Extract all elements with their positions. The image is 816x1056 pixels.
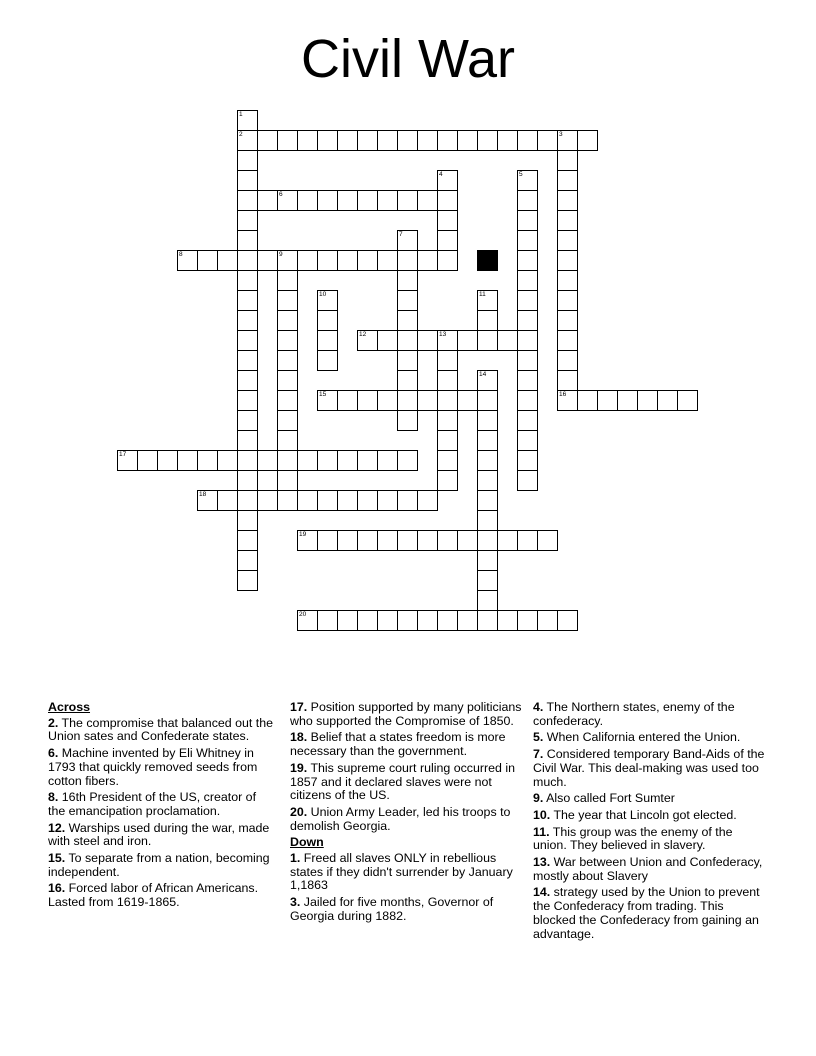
grid-cell[interactable] bbox=[397, 130, 418, 151]
grid-cell[interactable] bbox=[537, 610, 558, 631]
grid-cell[interactable] bbox=[437, 130, 458, 151]
clue-number-label: 13 bbox=[439, 331, 447, 338]
grid-cell[interactable] bbox=[397, 410, 418, 431]
grid-cell[interactable] bbox=[477, 410, 498, 431]
grid-cell[interactable] bbox=[237, 170, 258, 191]
grid-cell[interactable] bbox=[377, 610, 398, 631]
clue-number: 5. bbox=[533, 730, 544, 745]
grid-cell[interactable] bbox=[577, 130, 598, 151]
grid-cell[interactable] bbox=[477, 290, 498, 311]
grid-cell[interactable] bbox=[437, 250, 458, 271]
grid-cell[interactable] bbox=[337, 190, 358, 211]
grid-cell[interactable] bbox=[397, 230, 418, 251]
grid-cell[interactable] bbox=[377, 450, 398, 471]
clue-number-label: 17 bbox=[119, 451, 127, 458]
grid-cell[interactable] bbox=[517, 190, 538, 211]
grid-cell[interactable] bbox=[397, 270, 418, 291]
grid-cell[interactable] bbox=[637, 390, 658, 411]
grid-cell[interactable] bbox=[237, 410, 258, 431]
grid-cell[interactable] bbox=[297, 130, 318, 151]
grid-cell[interactable] bbox=[117, 450, 138, 471]
grid-cell[interactable] bbox=[417, 390, 438, 411]
grid-cell[interactable] bbox=[517, 350, 538, 371]
grid-cell[interactable] bbox=[237, 250, 258, 271]
grid-cell[interactable] bbox=[557, 270, 578, 291]
grid-cell[interactable] bbox=[137, 450, 158, 471]
clue-text: Forced labor of African Americans. Lasted from 1619-1865. bbox=[48, 881, 259, 910]
grid-cell[interactable] bbox=[277, 190, 298, 211]
grid-cell[interactable] bbox=[397, 370, 418, 391]
grid-cell[interactable] bbox=[317, 330, 338, 351]
grid-cell[interactable] bbox=[397, 490, 418, 511]
grid-cell[interactable] bbox=[237, 210, 258, 231]
clue-number: 15. bbox=[48, 851, 66, 866]
clue-number-label: 6 bbox=[279, 191, 283, 198]
clue-across-16 bbox=[48, 882, 274, 909]
clue-text: The compromise that balanced out the Union sates and Confederate states. bbox=[48, 715, 274, 744]
grid-cell[interactable] bbox=[237, 290, 258, 311]
clue-number-label: 20 bbox=[299, 611, 307, 618]
clue-down-7 bbox=[533, 748, 765, 789]
grid-cell[interactable] bbox=[297, 610, 318, 631]
grid-cell[interactable] bbox=[277, 430, 298, 451]
grid-cell[interactable] bbox=[477, 570, 498, 591]
grid-cell[interactable] bbox=[417, 330, 438, 351]
grid-cell[interactable] bbox=[277, 270, 298, 291]
clues-column-1 bbox=[48, 701, 274, 913]
grid-cell[interactable] bbox=[397, 390, 418, 411]
grid-cell[interactable] bbox=[217, 250, 238, 271]
grid-cell[interactable] bbox=[277, 350, 298, 371]
grid-cell[interactable] bbox=[377, 130, 398, 151]
grid-cell[interactable] bbox=[437, 330, 458, 351]
grid-cell[interactable] bbox=[417, 250, 438, 271]
clue-down-13 bbox=[533, 856, 765, 883]
clue-text: This group was the enemy of the union. They believed in slavery. bbox=[533, 824, 733, 853]
clue-down-9 bbox=[533, 792, 765, 806]
grid-cell[interactable] bbox=[517, 130, 538, 151]
grid-cell[interactable] bbox=[477, 490, 498, 511]
grid-cell[interactable] bbox=[517, 390, 538, 411]
grid-cell[interactable] bbox=[297, 250, 318, 271]
grid-cell[interactable] bbox=[437, 450, 458, 471]
grid-cell[interactable] bbox=[237, 270, 258, 291]
grid-cell[interactable] bbox=[437, 210, 458, 231]
clue-text: Freed all slaves ONLY in rebellious states if they didn't surrender by January 1,1863 bbox=[290, 851, 513, 893]
clue-number: 20. bbox=[290, 804, 308, 819]
clue-number-label: 15 bbox=[319, 391, 327, 398]
grid-cell[interactable] bbox=[397, 610, 418, 631]
clue-number: 12. bbox=[48, 820, 66, 835]
clue-text: Union Army Leader, led his troops to demolish Georgia. bbox=[290, 804, 511, 833]
grid-cell[interactable] bbox=[477, 550, 498, 571]
clue-number: 8. bbox=[48, 790, 59, 805]
grid-cell[interactable] bbox=[537, 530, 558, 551]
grid-cell[interactable] bbox=[477, 530, 498, 551]
clue-across-18 bbox=[290, 731, 528, 758]
grid-cell[interactable] bbox=[557, 210, 578, 231]
clue-number: 11. bbox=[533, 824, 550, 839]
grid-cell[interactable] bbox=[437, 410, 458, 431]
grid-cell[interactable] bbox=[357, 190, 378, 211]
grid-cell[interactable] bbox=[297, 530, 318, 551]
grid-cell[interactable] bbox=[477, 450, 498, 471]
grid-cell[interactable] bbox=[397, 450, 418, 471]
clue-number-label: 11 bbox=[479, 291, 486, 298]
grid-cell[interactable] bbox=[517, 330, 538, 351]
grid-cell[interactable] bbox=[237, 370, 258, 391]
clue-across-8 bbox=[48, 791, 274, 818]
grid-cell[interactable] bbox=[317, 290, 338, 311]
grid-cell[interactable] bbox=[237, 230, 258, 251]
grid-cell[interactable] bbox=[237, 530, 258, 551]
grid-cell[interactable] bbox=[337, 390, 358, 411]
grid-cell[interactable] bbox=[557, 130, 578, 151]
grid-cell[interactable] bbox=[437, 610, 458, 631]
clue-text: Jailed for five months, Governor of Georgia during 1882. bbox=[290, 895, 494, 923]
grid-cell[interactable] bbox=[257, 190, 278, 211]
grid-cell[interactable] bbox=[457, 130, 478, 151]
down-header: Down bbox=[290, 835, 324, 850]
grid-cell[interactable] bbox=[517, 530, 538, 551]
grid-cell[interactable] bbox=[437, 390, 458, 411]
clue-across-19 bbox=[290, 762, 528, 803]
grid-cell[interactable] bbox=[317, 490, 338, 511]
grid-cell[interactable] bbox=[397, 250, 418, 271]
clue-number: 17. bbox=[290, 700, 308, 714]
grid-cell[interactable] bbox=[437, 430, 458, 451]
clue-number: 2. bbox=[48, 715, 59, 730]
puzzle-title: Civil War bbox=[301, 29, 515, 89]
grid-cell[interactable] bbox=[557, 230, 578, 251]
clue-number-label: 9 bbox=[279, 251, 283, 258]
clues-column-2 bbox=[290, 701, 528, 927]
clue-number: 1. bbox=[290, 851, 301, 866]
grid-cell[interactable] bbox=[517, 270, 538, 291]
grid-cell[interactable] bbox=[277, 370, 298, 391]
clue-down-3 bbox=[290, 896, 528, 923]
grid-cell[interactable] bbox=[237, 310, 258, 331]
grid-cell[interactable] bbox=[497, 130, 518, 151]
grid-cell[interactable] bbox=[397, 330, 418, 351]
clue-across-15 bbox=[48, 852, 274, 879]
grid-cell[interactable] bbox=[277, 450, 298, 471]
grid-cell[interactable] bbox=[477, 610, 498, 631]
clue-number-label: 14 bbox=[479, 371, 487, 378]
clue-number-label: 1 bbox=[239, 111, 243, 118]
clue-number-label: 5 bbox=[519, 171, 523, 178]
grid-cell[interactable] bbox=[277, 390, 298, 411]
grid-cell[interactable] bbox=[517, 310, 538, 331]
clue-number-label: 4 bbox=[439, 171, 443, 178]
grid-cell[interactable] bbox=[177, 250, 198, 271]
clue-across-17 bbox=[290, 701, 528, 728]
clue-text: To separate from a nation, becoming independent. bbox=[48, 851, 270, 879]
grid-cell[interactable] bbox=[337, 490, 358, 511]
grid-cell[interactable] bbox=[257, 490, 278, 511]
grid-cell[interactable] bbox=[237, 490, 258, 511]
grid-cell[interactable] bbox=[477, 470, 498, 491]
grid-cell[interactable] bbox=[377, 530, 398, 551]
grid-cell[interactable] bbox=[497, 530, 518, 551]
grid-cell[interactable] bbox=[257, 450, 278, 471]
grid-cell[interactable] bbox=[237, 110, 258, 131]
clue-down-11 bbox=[533, 826, 765, 853]
clue-text: When California entered the Union. bbox=[543, 730, 741, 745]
grid-cell[interactable] bbox=[157, 450, 178, 471]
grid-cell[interactable] bbox=[517, 410, 538, 431]
grid-cell[interactable] bbox=[317, 310, 338, 331]
grid-cell[interactable] bbox=[417, 530, 438, 551]
clue-number-label: 18 bbox=[199, 491, 207, 498]
grid-cell[interactable] bbox=[317, 250, 338, 271]
clue-number: 18. bbox=[290, 730, 308, 745]
grid-cell[interactable] bbox=[477, 510, 498, 531]
grid-cell[interactable] bbox=[277, 490, 298, 511]
grid-cell[interactable] bbox=[437, 530, 458, 551]
grid-cell[interactable] bbox=[557, 290, 578, 311]
clue-text: The year that Lincoln got elected. bbox=[550, 807, 737, 822]
grid-cell[interactable] bbox=[477, 590, 498, 611]
clue-number: 3. bbox=[290, 895, 301, 910]
clue-number-label: 7 bbox=[399, 231, 403, 238]
clue-down-4 bbox=[533, 701, 765, 728]
grid-cell[interactable] bbox=[237, 510, 258, 531]
clue-text: Considered temporary Band-Aids of the Civil War. This deal-making was used too much. bbox=[533, 747, 765, 789]
grid-cell[interactable] bbox=[377, 390, 398, 411]
clue-number: 6. bbox=[48, 746, 59, 761]
grid-cell[interactable] bbox=[337, 250, 358, 271]
grid-cell[interactable] bbox=[517, 470, 538, 491]
grid-cell[interactable] bbox=[517, 230, 538, 251]
clue-down-1 bbox=[290, 852, 528, 893]
grid-cell[interactable] bbox=[277, 410, 298, 431]
grid-cell[interactable] bbox=[517, 210, 538, 231]
clue-across-6 bbox=[48, 747, 274, 788]
grid-cell[interactable] bbox=[357, 450, 378, 471]
grid-cell[interactable] bbox=[277, 130, 298, 151]
clue-across-12 bbox=[48, 822, 274, 849]
across-header: Across bbox=[48, 700, 91, 714]
clue-number: 7. bbox=[533, 747, 544, 762]
clue-text: War between Union and Confederacy, mostly about Slavery bbox=[533, 855, 763, 883]
grid-cell[interactable] bbox=[477, 130, 498, 151]
grid-cell[interactable] bbox=[357, 490, 378, 511]
grid-cell[interactable] bbox=[217, 490, 238, 511]
grid-cell[interactable] bbox=[297, 190, 318, 211]
grid-cell[interactable] bbox=[457, 390, 478, 411]
clues-column-3 bbox=[533, 701, 765, 944]
grid-cell[interactable] bbox=[437, 370, 458, 391]
grid-cell[interactable] bbox=[437, 190, 458, 211]
grid-cell[interactable] bbox=[237, 550, 258, 571]
grid-cell[interactable] bbox=[357, 130, 378, 151]
clue-number-label: 19 bbox=[299, 531, 307, 538]
grid-cell[interactable] bbox=[477, 430, 498, 451]
clue-down-5 bbox=[533, 731, 765, 745]
clue-text: Belief that a states freedom is more necessary than the government. bbox=[290, 730, 506, 759]
grid-cell[interactable] bbox=[297, 450, 318, 471]
grid-cell[interactable] bbox=[517, 430, 538, 451]
grid-cell[interactable] bbox=[197, 450, 218, 471]
clue-number: 14. bbox=[533, 885, 551, 900]
grid-cell[interactable] bbox=[237, 190, 258, 211]
clue-number: 4. bbox=[533, 700, 544, 714]
grid-cell[interactable] bbox=[277, 290, 298, 311]
grid-cell[interactable] bbox=[337, 450, 358, 471]
grid-cell[interactable] bbox=[437, 350, 458, 371]
grid-cell[interactable] bbox=[477, 310, 498, 331]
black-cell bbox=[477, 250, 498, 271]
grid-cell[interactable] bbox=[237, 390, 258, 411]
grid-cell[interactable] bbox=[337, 530, 358, 551]
grid-cell[interactable] bbox=[357, 530, 378, 551]
grid-cell[interactable] bbox=[457, 530, 478, 551]
grid-cell[interactable] bbox=[397, 310, 418, 331]
grid-cell[interactable] bbox=[217, 450, 238, 471]
grid-cell[interactable] bbox=[397, 530, 418, 551]
clue-number-label: 2 bbox=[239, 131, 243, 138]
grid-cell[interactable] bbox=[317, 450, 338, 471]
grid-cell[interactable] bbox=[417, 610, 438, 631]
grid-cell[interactable] bbox=[237, 150, 258, 171]
clue-number: 19. bbox=[290, 760, 308, 775]
grid-cell[interactable] bbox=[517, 250, 538, 271]
grid-cell[interactable] bbox=[397, 290, 418, 311]
grid-cell[interactable] bbox=[517, 450, 538, 471]
grid-cell[interactable] bbox=[557, 250, 578, 271]
grid-cell[interactable] bbox=[277, 330, 298, 351]
clue-number: 10. bbox=[533, 807, 551, 822]
grid-cell[interactable] bbox=[237, 430, 258, 451]
grid-cell[interactable] bbox=[317, 610, 338, 631]
grid-cell[interactable] bbox=[277, 250, 298, 271]
clue-text: strategy used by the Union to prevent the Confederacy from trading. This blocked the Confederacy from gaining an advantage. bbox=[533, 885, 760, 941]
clue-text: Machine invented by Eli Whitney in 1793 that quickly removed seeds from cotton fibers. bbox=[48, 746, 258, 788]
clue-text: 16th President of the US, creator of the emancipation proclamation. bbox=[48, 790, 257, 818]
grid-cell[interactable] bbox=[477, 370, 498, 391]
grid-cell[interactable] bbox=[557, 370, 578, 391]
grid-cell[interactable] bbox=[557, 330, 578, 351]
grid-cell[interactable] bbox=[277, 470, 298, 491]
grid-cell[interactable] bbox=[357, 390, 378, 411]
grid-cell[interactable] bbox=[517, 290, 538, 311]
grid-cell[interactable] bbox=[357, 330, 378, 351]
grid-cell[interactable] bbox=[417, 130, 438, 151]
grid-cell[interactable] bbox=[237, 130, 258, 151]
grid-cell[interactable] bbox=[237, 570, 258, 591]
clue-down-14 bbox=[533, 886, 765, 941]
grid-cell[interactable] bbox=[257, 130, 278, 151]
clue-text: Warships used during the war, made with steel and iron. bbox=[48, 820, 270, 849]
clue-text: The Northern states, enemy of the confederacy. bbox=[533, 700, 735, 728]
grid-cell[interactable] bbox=[417, 190, 438, 211]
clue-number: 16. bbox=[48, 881, 66, 896]
grid-cell[interactable] bbox=[357, 250, 378, 271]
grid-cell[interactable] bbox=[377, 490, 398, 511]
grid-cell[interactable] bbox=[377, 250, 398, 271]
grid-cell[interactable] bbox=[377, 330, 398, 351]
grid-cell[interactable] bbox=[317, 190, 338, 211]
grid-cell[interactable] bbox=[237, 350, 258, 371]
grid-cell[interactable] bbox=[237, 470, 258, 491]
grid-cell[interactable] bbox=[677, 390, 698, 411]
grid-cell[interactable] bbox=[557, 170, 578, 191]
grid-cell[interactable] bbox=[337, 130, 358, 151]
grid-cell[interactable] bbox=[237, 330, 258, 351]
grid-cell[interactable] bbox=[617, 390, 638, 411]
grid-cell[interactable] bbox=[197, 250, 218, 271]
grid-cell[interactable] bbox=[557, 390, 578, 411]
clue-across-20 bbox=[290, 806, 528, 833]
grid-cell[interactable] bbox=[557, 610, 578, 631]
grid-cell[interactable] bbox=[237, 450, 258, 471]
grid-cell[interactable] bbox=[477, 390, 498, 411]
grid-cell[interactable] bbox=[177, 450, 198, 471]
clue-text: This supreme court ruling occurred in 1857 and it declared slaves were not citizens of the US. bbox=[290, 760, 515, 803]
grid-cell[interactable] bbox=[437, 470, 458, 491]
grid-cell[interactable] bbox=[537, 130, 558, 151]
grid-cell[interactable] bbox=[577, 390, 598, 411]
grid-cell[interactable] bbox=[197, 490, 218, 511]
grid-cell[interactable] bbox=[557, 190, 578, 211]
grid-cell[interactable] bbox=[517, 170, 538, 191]
grid-cell[interactable] bbox=[497, 610, 518, 631]
grid-cell[interactable] bbox=[457, 330, 478, 351]
grid-cell[interactable] bbox=[557, 150, 578, 171]
clue-number-label: 8 bbox=[179, 251, 183, 258]
grid-cell[interactable] bbox=[557, 310, 578, 331]
grid-cell[interactable] bbox=[517, 610, 538, 631]
clue-across-2 bbox=[48, 717, 274, 744]
grid-cell[interactable] bbox=[337, 610, 358, 631]
grid-cell[interactable] bbox=[397, 190, 418, 211]
grid-cell[interactable] bbox=[657, 390, 678, 411]
clue-number: 13. bbox=[533, 855, 551, 870]
grid-cell[interactable] bbox=[297, 490, 318, 511]
clue-number-label: 12 bbox=[359, 331, 367, 338]
grid-cell[interactable] bbox=[597, 390, 618, 411]
clue-text: Also called Fort Sumter bbox=[543, 791, 675, 806]
grid-cell[interactable] bbox=[377, 190, 398, 211]
grid-cell[interactable] bbox=[557, 350, 578, 371]
clue-number-label: 16 bbox=[559, 391, 567, 398]
grid-cell[interactable] bbox=[257, 250, 278, 271]
grid-cell[interactable] bbox=[497, 330, 518, 351]
grid-cell[interactable] bbox=[417, 490, 438, 511]
clue-number-label: 3 bbox=[559, 131, 563, 138]
grid-cell[interactable] bbox=[397, 350, 418, 371]
grid-cell[interactable] bbox=[317, 390, 338, 411]
grid-cell[interactable] bbox=[277, 310, 298, 331]
grid-cell[interactable] bbox=[457, 610, 478, 631]
clue-number: 9. bbox=[533, 791, 544, 806]
clue-down-10 bbox=[533, 809, 765, 823]
grid-cell[interactable] bbox=[477, 330, 498, 351]
grid-cell[interactable] bbox=[317, 530, 338, 551]
grid-cell[interactable] bbox=[517, 370, 538, 391]
grid-cell[interactable] bbox=[317, 350, 338, 371]
clue-text: Position supported by many politicians who supported the Compromise of 1850. bbox=[290, 700, 522, 728]
grid-cell[interactable] bbox=[317, 130, 338, 151]
clue-number-label: 10 bbox=[319, 291, 327, 298]
grid-cell[interactable] bbox=[437, 170, 458, 191]
grid-cell[interactable] bbox=[357, 610, 378, 631]
grid-cell[interactable] bbox=[437, 230, 458, 251]
